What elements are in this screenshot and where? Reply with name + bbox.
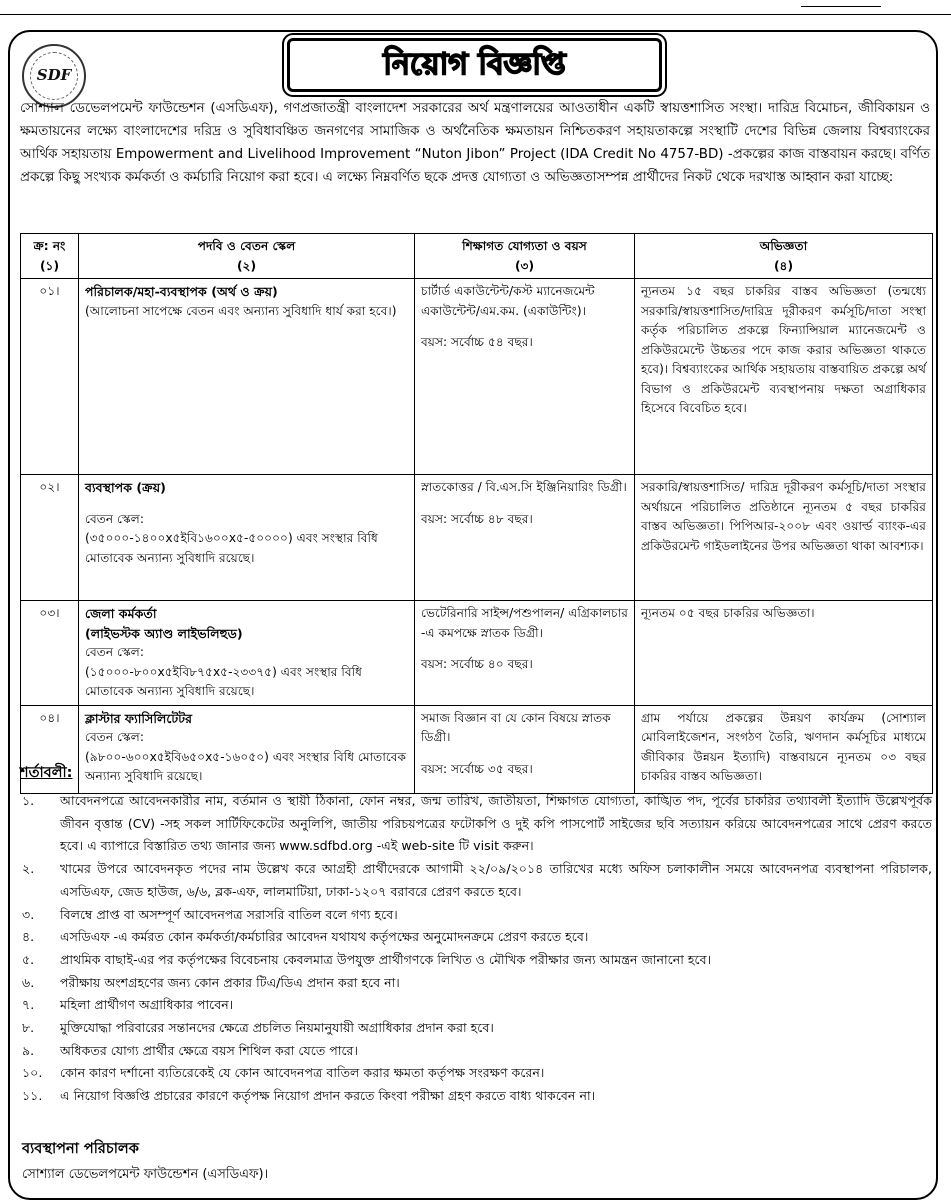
terms-list	[20, 790, 932, 1108]
term-item	[20, 790, 932, 858]
term-number: ৩.	[22, 906, 35, 922]
intro-paragraph: সোশ্যাল ডেভেলপমেন্ট ফাউন্ডেশন (এসডিএফ), গণপ্রজাতন্ত্রী বাংলাদেশ সরকারের অর্থ মন্ত্রণালয়ের আওতাধীন একটি স্বায়ত্তশাসিত সংস্থা। দারিদ্র বিমোচন, জীবিকায়ন ও ক্ষমতায়নের লক্ষ্যে বাংলাদেশের দরিদ্র ও সুবিধাবঞ্চিত জনগণের সামাজিক ও অর্থনৈতিক ক্ষমতায়ন নিশ্চিতকরণ সহায়তাকল্পে সংস্থাটি দেশের বিভিন্ন জেলায় বিশ্বব্যাংকের আর্থিক সহায়তায় Empowerment and Livelihood Improvement “Nuton Jibon” Project (IDA Credit No 4757-BD) -প্রকল্পের কাজ বাস্তবায়ন করছে। বর্ণিত প্রকল্পে কিছু সংখ্যক কর্মকর্তা ও কর্মচারি নিয়োগ করা হবে। এ লক্ষ্যে নিম্নবর্ণিত ছকে প্রদত্ত যোগ্যতা ও অভিজ্ঞতাসম্পন্ন প্রার্থীদের নিকট থেকে দরখাস্ত আহ্বান করা যাচ্ছে:	[20, 101, 930, 185]
table-row	[21, 705, 933, 793]
qualification-cell	[415, 705, 635, 793]
term-text: এ নিয়োগ বিজ্ঞপ্তি প্রচারের কারণে কর্তৃপক্ষ নিয়োগ প্রদান করতে কিংবা পরীক্ষা গ্রহণ করতে বাধ্য থাকবেন না।	[60, 1088, 596, 1104]
term-text: মুক্তিযোদ্ধা পরিবারের সন্তানদের ক্ষেত্রে প্রচলিত নিয়মানুযায়ী অগ্রাধিকার প্রদান করা হবে।	[60, 1020, 494, 1036]
pay-scale: (৩৫০০০-১৪০০x৫ইবি১৬০০x৫-৫০০০০) এবং সংস্থার বিধি মোতাবেক অন্যান্য সুবিধাদি রয়েছে।	[85, 531, 378, 565]
term-item	[20, 1017, 932, 1040]
post-title: জেলা কর্মকর্তা	[85, 606, 157, 621]
header-num: (২)	[236, 259, 257, 273]
term-text: বিলম্বে প্রাপ্ত বা অসম্পূর্ণ আবেদনপত্র সরাসরি বাতিল বলে গণ্য হবে।	[60, 906, 398, 922]
pay-scale: (৯৮০০-৬০০x৫ইবি৬৫০x৫-১৬০৫০) এবং সংস্থার বিধি মোতাবেক অন্যান্য সুবিধাদি রয়েছে।	[85, 749, 407, 783]
post-cell	[79, 705, 415, 793]
table-header-cell	[635, 234, 933, 279]
row-number: ০১।	[21, 279, 79, 475]
term-item	[20, 926, 932, 949]
signatory-organization: সোশ্যাল ডেভেলপমেন্ট ফাউন্ডেশন (এসডিএফ)।	[22, 1167, 269, 1182]
scale-label: বেতন স্কেল:	[85, 730, 144, 744]
term-item	[20, 858, 932, 903]
term-text: অধিকতর যোগ্য প্রার্থীর ক্ষেত্রে বয়স শিথিল করা যেতে পারে।	[60, 1042, 358, 1058]
term-item	[20, 904, 932, 927]
post-title: পরিচালক/মহা-ব্যবস্থাপক (অর্থ ও ক্রয়)	[85, 284, 278, 299]
term-text: আবেদনপত্রে আবেদনকারীর নাম, বর্তমান ও স্থায়ী ঠিকানা, ফোন নম্বর, জন্ম তারিখ, জাতীয়তা, শিক্ষাগত যোগ্যতা, কাঙ্খিত পদ, পূর্বের চাকরির তথ্যাবলী ইত্যাদি উল্লেখপূর্বক জীবন বৃত্তান্ত (CV) -সহ সকল সার্টিফিকেটের অনুলিপি, জাতীয় পরিচয়পত্রের ফটোকপি ও দুই কপি পাসপোর্ট সাইজের ছবি সত্যায়ন করিয়ে আবেদনপত্রের সাথে প্রেরণ করতে হবে। এ ব্যাপারে বিস্তারিত তথ্য জানার জন্য www.sdfbd.org -এই web-site টি visit করুন।	[60, 793, 932, 854]
age-limit: বয়স: সর্বোচ্চ ৪০ বছর।	[421, 657, 533, 671]
table-header-cell	[21, 234, 79, 279]
term-number: ২.	[22, 861, 35, 877]
term-item	[20, 1062, 932, 1085]
age-limit: বয়স: সর্বোচ্চ ৫৪ বছর।	[421, 335, 533, 349]
term-number: ১১.	[22, 1088, 43, 1104]
table-row	[21, 279, 933, 475]
term-number: ৮.	[22, 1020, 35, 1036]
qualification-text: সমাজ বিজ্ঞান বা যে কোন বিষয়ে স্নাতক ডিগ্রী।	[421, 710, 611, 744]
age-limit: বয়স: সর্বোচ্চ ৩৫ বছর।	[421, 761, 533, 776]
header-label: অভিজ্ঞতা	[759, 239, 808, 253]
header-label: শিক্ষাগত যোগ্যতা ও বয়স	[462, 239, 587, 253]
term-item	[20, 1040, 932, 1063]
logo-text: SDF	[36, 66, 72, 84]
scale-label: বেতন স্কেল:	[85, 511, 144, 526]
terms-heading: শর্তাবলী:	[20, 765, 73, 781]
age-limit: বয়স: সর্বোচ্চ ৪৮ বছর।	[421, 511, 533, 526]
qualification-cell	[415, 475, 635, 601]
notice-title	[287, 38, 662, 92]
top-fragment	[801, 0, 881, 7]
post-cell	[79, 601, 415, 706]
table-header-cell	[79, 234, 415, 279]
term-number: ৬.	[22, 974, 35, 990]
term-number: ১০.	[22, 1065, 43, 1081]
term-number: ১.	[22, 793, 35, 808]
experience-cell: সরকারি/স্বায়ত্তশাসিত/ দারিদ্র দূরীকরণ কর্মসূচি/দাতা সংস্থার অর্থায়নে পরিচালিত প্রতিষ্ঠানে ন্যূনতম ৫ বছর চাকরির বাস্তব অভিজ্ঞতা। পিপিআর-২০০৮ এবং ওয়ার্ল্ড ব্যাংক-এর প্রকিউরমেন্ট গাইডলাইনের উপর অভিজ্ঞতা থাকা আবশ্যক।	[635, 475, 933, 601]
term-number: ৪.	[22, 929, 35, 945]
term-number: ৭.	[22, 997, 35, 1013]
table-row	[21, 475, 933, 601]
term-text: খামের উপরে আবেদনকৃত পদের নাম উল্লেখ করে আগ্রহী প্রার্থীদেরকে আগামী ২২/০৯/২০১৪ তারিখের মধ্যে অফিস চলাকালীন সময়ে আবেদনপত্র ব্যবস্থাপনা পরিচালক, এসডিএফ, জেড হাউজ, ৬/৬, ব্লক-এফ, লালমাটিয়া, ঢাকা-১২০৭ বরাবরে প্রেরণ করতে হবে।	[60, 861, 932, 899]
term-item	[20, 949, 932, 972]
term-text: এসডিএফ -এ কর্মরত কোন কর্মকর্তা/কর্মচারির আবেদন যথাযথ কর্তৃপক্ষের অনুমোদনক্রমে প্রেরণ করতে হবে।	[60, 929, 589, 945]
pay-scale: (১৫০০০-৮০০x৫ইবি৮৭৫x৫-২৩৩৭৫) এবং সংস্থার বিধি মোতাবেক অন্যান্য সুবিধাদি রয়েছে।	[85, 664, 362, 698]
qualification-text: স্নাতকোত্তর / বি.এস.সি ইঞ্জিনিয়ারিং ডিগ্রী।	[421, 480, 627, 494]
row-number: ০৩।	[21, 601, 79, 706]
header-num: (৪)	[773, 259, 794, 273]
term-item	[20, 994, 932, 1017]
post-extra: (আলোচনা সাপেক্ষে বেতন এবং অন্যান্য সুবিধাদি ধার্য করা হবে।)	[85, 303, 397, 318]
header-num: (১)	[39, 259, 60, 273]
scale-label: বেতন স্কেল:	[85, 645, 144, 659]
post-title: ব্যবস্থাপক (ক্রয়)	[85, 480, 166, 495]
post-subtitle: (লাইভস্টক অ্যাণ্ড লাইভলিহুড)	[85, 625, 243, 641]
post-cell	[79, 279, 415, 475]
post-cell	[79, 475, 415, 601]
term-text: প্রাথমিক বাছাই-এর পর কর্তৃপক্ষের বিবেচনায় কেবলমাত্র উপযুক্ত প্রার্থীগণকে লিখিত ও মৌখিক পরীক্ষার জন্য আমন্ত্রন জানানো হবে।	[60, 951, 712, 967]
term-text: কোন কারণ দর্শানো ব্যতিরেকেই যে কোন আবেদনপত্র বাতিল করার ক্ষমতা কর্তৃপক্ষ সংরক্ষণ করেন।	[60, 1065, 545, 1081]
table-header-row	[21, 234, 933, 279]
term-text: মহিলা প্রার্থীগণ অগ্রাধিকার পাবেন।	[60, 997, 234, 1013]
qualification-cell	[415, 279, 635, 475]
experience-cell: গ্রাম পর্যায়ে প্রকল্পের উন্নয়ণ কার্যক্রম (সোশ্যাল মোবিলাইজেশন, সংগঠণ তৈরি, ঋণদান কর্মসূচির মাধ্যমে জীবিকার উন্নয়ন ইত্যাদি) বাস্তবায়নে ন্যূনতম ০৩ বছর চাকরির বাস্তব অভিজ্ঞতা।	[635, 705, 933, 793]
top-rule	[0, 14, 951, 15]
experience-cell: ন্যূনতম ১৫ বছর চাকরির বাস্তব অভিজ্ঞতা (তন্মধ্যে সরকারি/স্বায়ত্তশাসিত/দারিদ্র দূরীকরণ কর্মসূচি/দাতা সংস্থা কর্তৃক পরিচালিত প্রকল্পে ফিন্যান্সিয়াল ম্যানেজমেন্ট ও প্রকিউরমেন্টে উচ্চতর পদে কাজ করার অভিজ্ঞতা থাকতে হবে)। বিশ্বব্যাংকের আর্থিক সহায়তায় বাস্তবায়িত প্রকল্পে অর্থ বিভাগ ও প্রকিউরমেন্ট ব্যবস্থাপনায় দক্ষতা অগ্রাধিকার হিসেবে বিবেচিত হবে।	[635, 279, 933, 475]
term-item	[20, 1085, 932, 1108]
term-number: ৫.	[22, 951, 35, 967]
term-text: পরীক্ষায় অংশগ্রহণের জন্য কোন প্রকার টিএ/ডিএ প্রদান করা হবে না।	[60, 974, 400, 990]
signatory-designation: ব্যবস্থাপনা পরিচালক	[22, 1141, 139, 1157]
row-number: ০৪।	[21, 705, 79, 793]
notice-title-text: নিয়োগ বিজ্ঞপ্তি	[383, 47, 566, 82]
qualification-text: চার্টার্ড একাউন্টেন্ট/কস্ট ম্যানেজমেন্ট একাউন্টেন্ট/এম.কম. (একাউন্টিং)।	[421, 284, 595, 318]
experience-cell: ন্যূনতম ০৫ বছর চাকরির অভিজ্ঞতা।	[635, 601, 933, 706]
header-label: ক্র: নং	[33, 239, 66, 253]
header-label: পদবি ও বেতন স্কেল	[197, 239, 296, 253]
table-row	[21, 601, 933, 706]
qualification-text: ভেটেরিনারি সাইন্স/পশুপালন/ এগ্রিকালচার -এ কমপক্ষে স্নাতক ডিগ্রী।	[421, 606, 628, 640]
header-num: (৩)	[514, 259, 535, 273]
qualification-cell	[415, 601, 635, 706]
jobs-table	[20, 233, 933, 794]
row-number: ০২।	[21, 475, 79, 601]
term-item	[20, 972, 932, 995]
post-title: ক্লাস্টার ফ্যাসিলিটেটর	[85, 710, 193, 726]
table-header-cell	[415, 234, 635, 279]
term-number: ৯.	[22, 1042, 35, 1058]
